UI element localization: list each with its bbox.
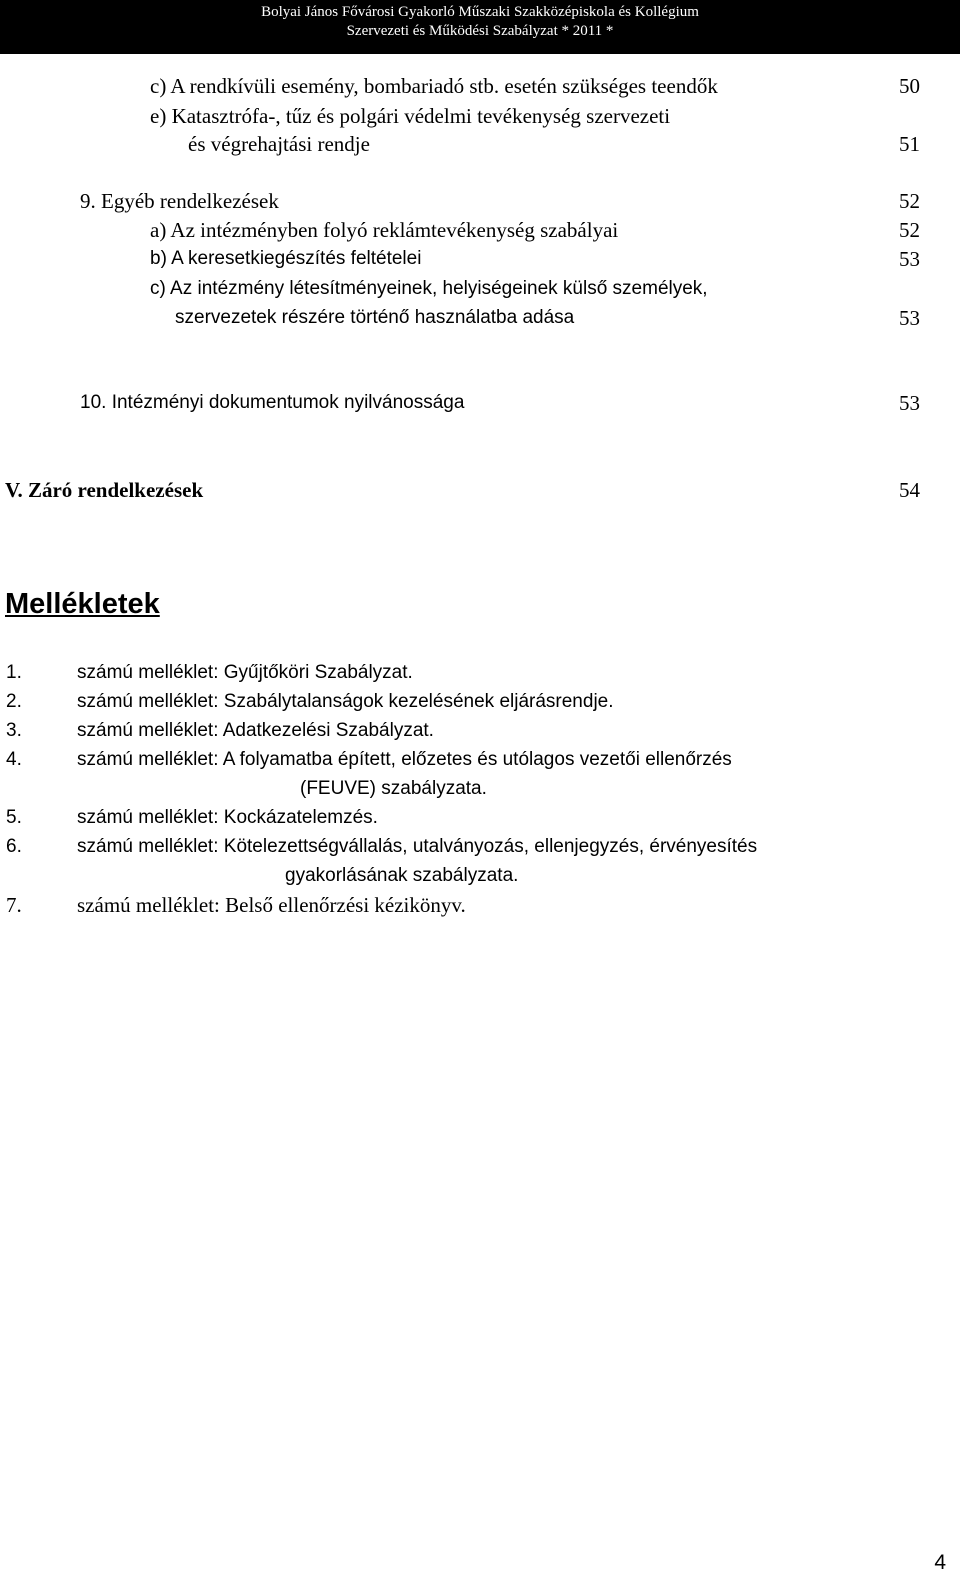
toc-page-closing-provisions: 54 [899,478,920,502]
attachment-3-number: 3. [6,720,22,741]
attachment-5-text: számú melléklet: Kockázatelemzés. [77,807,378,828]
attachments-heading: Mellékletek [5,588,160,620]
header-document-title: Szervezeti és Működési Szabályzat * 2011 * [346,23,614,39]
attachment-1-number: 1. [6,662,22,683]
toc-page-income: 53 [899,247,920,271]
toc-page-emergency: 50 [899,74,920,98]
header-school-name: Bolyai János Fővárosi Gyakorló Műszaki Szakközépiskola és Kollégium [261,4,699,20]
toc-entry-facilities-cont: szervezetek részére történő használatba adása [175,307,575,328]
attachment-7-number: 7. [6,893,22,917]
attachment-3-text: számú melléklet: Adatkezelési Szabályzat. [77,720,434,741]
attachment-2-text: számú melléklet: Szabálytalanságok kezelésének eljárásrendje. [77,691,614,712]
toc-entry-income: b) A keresetkiegészítés feltételei [150,248,422,269]
toc-entry-closing-provisions: V. Záró rendelkezések [5,478,204,502]
toc-entry-emergency: c) A rendkívüli esemény, bombariadó stb. esetén szükséges teendők [150,74,718,98]
attachment-6-number: 6. [6,836,22,857]
page-number: 4 [934,1551,946,1574]
toc-page-advertising: 52 [899,218,920,242]
attachment-4-text: számú melléklet: A folyamatba épített, előzetes és utólagos vezetői ellenőrzés [77,749,732,770]
attachment-1-text: számú melléklet: Gyűjtőköri Szabályzat. [77,662,413,683]
attachment-6-text: számú melléklet: Kötelezettségvállalás, utalványozás, ellenjegyzés, érvényesítés [77,836,758,857]
toc-entry-disaster-cont: és végrehajtási rendje [188,132,370,156]
toc-entry-advertising: a) Az intézményben folyó reklámtevékenység szabályai [150,218,619,242]
attachment-7-text: számú melléklet: Belső ellenőrzési kézikönyv. [77,893,466,917]
toc-page-public-documents: 53 [899,391,920,415]
document-header [0,0,960,54]
toc-entry-disaster: e) Katasztrófa-, tűz és polgári védelmi tevékenység szervezeti [150,104,671,128]
toc-entry-other-provisions: 9. Egyéb rendelkezések [80,189,279,213]
toc-page-facilities: 53 [899,306,920,330]
attachment-6-text-cont: gyakorlásának szabályzata. [285,865,519,886]
attachment-4-number: 4. [6,749,22,770]
attachment-4-text-cont: (FEUVE) szabályzata. [300,778,487,799]
toc-page-other-provisions: 52 [899,189,920,213]
attachment-5-number: 5. [6,807,22,828]
toc-entry-facilities: c) Az intézmény létesítményeinek, helyiségeinek külső személyek, [150,278,708,299]
attachment-2-number: 2. [6,691,22,712]
toc-entry-public-documents: 10. Intézményi dokumentumok nyilvánossága [80,392,465,413]
toc-page-disaster: 51 [899,132,920,156]
